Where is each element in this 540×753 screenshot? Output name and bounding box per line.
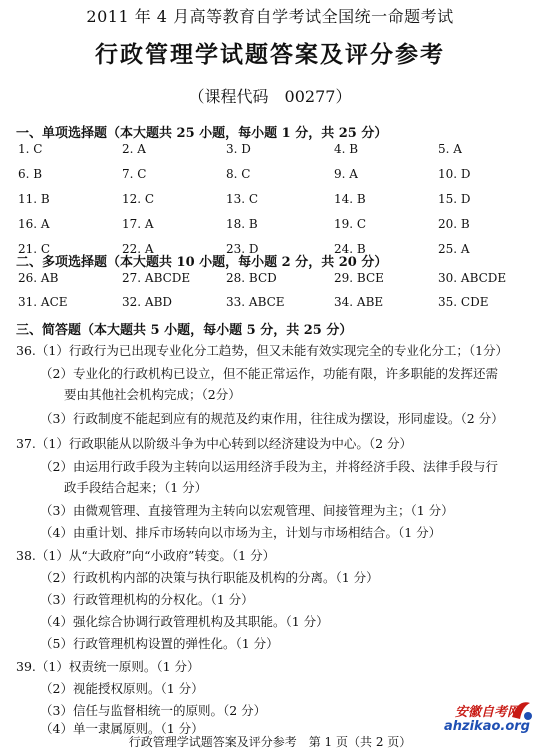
answer-item: 6. B: [18, 167, 43, 181]
answer-line: （3）行政管理机构的分权化。（1 分）: [40, 592, 254, 607]
answer-item: 9. A: [334, 167, 358, 181]
answer-item: 35. CDE: [438, 295, 489, 309]
answer-line: （2）视能授权原则。（1 分）: [40, 681, 204, 696]
course-code: （课程代码 00277）: [188, 87, 352, 106]
answer-item: 34. ABE: [334, 295, 384, 309]
answer-item: 19. C: [334, 217, 367, 231]
answer-line: （4）强化综合协调行政管理机构及其职能。（1 分）: [40, 614, 329, 629]
answer-line: （3）行政制度不能起到应有的规范及约束作用，往往成为摆设，形同虚设。（2 分）: [40, 411, 504, 426]
answer-item: 10. D: [438, 167, 471, 181]
answer-line: （3）由微观管理、直接管理为主转向以宏观管理、间接管理为主；（1 分）: [40, 503, 454, 518]
answer-item: 8. C: [226, 167, 251, 181]
exam-header: 2011 年 4 月高等教育自学考试全国统一命题考试: [86, 7, 454, 26]
answer-item: 11. B: [18, 192, 50, 206]
answer-line: 38.（1）从“大政府”向“小政府”转变。（1 分）: [16, 548, 276, 563]
answer-item: 12. C: [122, 192, 155, 206]
answer-item: 22. A: [122, 242, 154, 256]
answer-item: 4. B: [334, 142, 359, 156]
answer-line: 36.（1）行政行为已出现专业化分工趋势，但又未能有效实现完全的专业化分工；（1分）: [16, 343, 509, 358]
answer-line: （3）信任与监督相统一的原则。（2 分）: [40, 703, 267, 718]
answer-line: （5）行政管理机构设置的弹性化。（1 分）: [40, 636, 279, 651]
answer-item: 16. A: [18, 217, 50, 231]
section1-heading: 一、单项选择题（本大题共 25 小题，每小题 1 分，共 25 分）: [16, 126, 388, 141]
section3-heading: 三、简答题（本大题共 5 小题，每小题 5 分，共 25 分）: [16, 323, 353, 338]
document-title: 行政管理学试题答案及评分参考: [95, 41, 445, 68]
answer-line: （2）行政机构内部的决策与执行职能及机构的分离。（1 分）: [40, 570, 379, 585]
answer-item: 7. C: [122, 167, 147, 181]
answer-line: 政手段结合起来；（1 分）: [64, 480, 208, 495]
answer-item: 32. ABD: [122, 295, 173, 309]
answer-item: 13. C: [226, 192, 259, 206]
answer-item: 31. ACE: [18, 295, 68, 309]
answer-item: 17. A: [122, 217, 154, 231]
page-footer: 行政管理学试题答案及评分参考 第 1 页（共 2 页）: [128, 735, 412, 749]
answer-item: 3. D: [226, 142, 251, 156]
answer-line: 要由其他社会机构完成；（2分）: [64, 387, 241, 402]
answer-item: 18. B: [226, 217, 258, 231]
answer-line: （4）由重计划、排斥市场转向以市场为主，计划与市场相结合。（1 分）: [40, 525, 442, 540]
answer-item: 30. ABCDE: [438, 271, 507, 285]
answer-item: 2. A: [122, 142, 146, 156]
answer-item: 21. C: [18, 242, 51, 256]
watermark-url: ahzikao.org: [444, 719, 530, 734]
answer-item: 28. BCD: [226, 271, 277, 285]
answer-line: （4）单一隶属原则。（1 分）: [40, 721, 204, 736]
answer-item: 33. ABCE: [226, 295, 285, 309]
answer-item: 5. A: [438, 142, 462, 156]
answer-line: （2）专业化的行政机构已设立，但不能正常运作，功能有限，许多职能的发挥还需: [40, 366, 498, 381]
answer-item: 14. B: [334, 192, 366, 206]
answer-item: 15. D: [438, 192, 471, 206]
answer-item: 29. BCE: [334, 271, 384, 285]
answer-item: 1. C: [18, 142, 43, 156]
watermark-site-name: 安徽自考网: [454, 705, 520, 720]
section2-heading: 二、多项选择题（本大题共 10 小题，每小题 2 分，共 20 分）: [16, 255, 388, 270]
answer-line: 39.（1）权责统一原则。（1 分）: [16, 659, 200, 674]
answer-item: 20. B: [438, 217, 470, 231]
answer-item: 25. A: [438, 242, 470, 256]
answer-line: 37.（1）行政职能从以阶级斗争为中心转到以经济建设为中心。（2 分）: [16, 436, 413, 451]
site-watermark: [422, 701, 534, 743]
answer-item: 24. B: [334, 242, 366, 256]
answer-item: 26. AB: [18, 271, 59, 285]
answer-line: （2）由运用行政手段为主转向以运用经济手段为主，并将经济手段、法律手段与行: [40, 459, 498, 474]
answer-item: 23. D: [226, 242, 259, 256]
answer-item: 27. ABCDE: [122, 271, 191, 285]
